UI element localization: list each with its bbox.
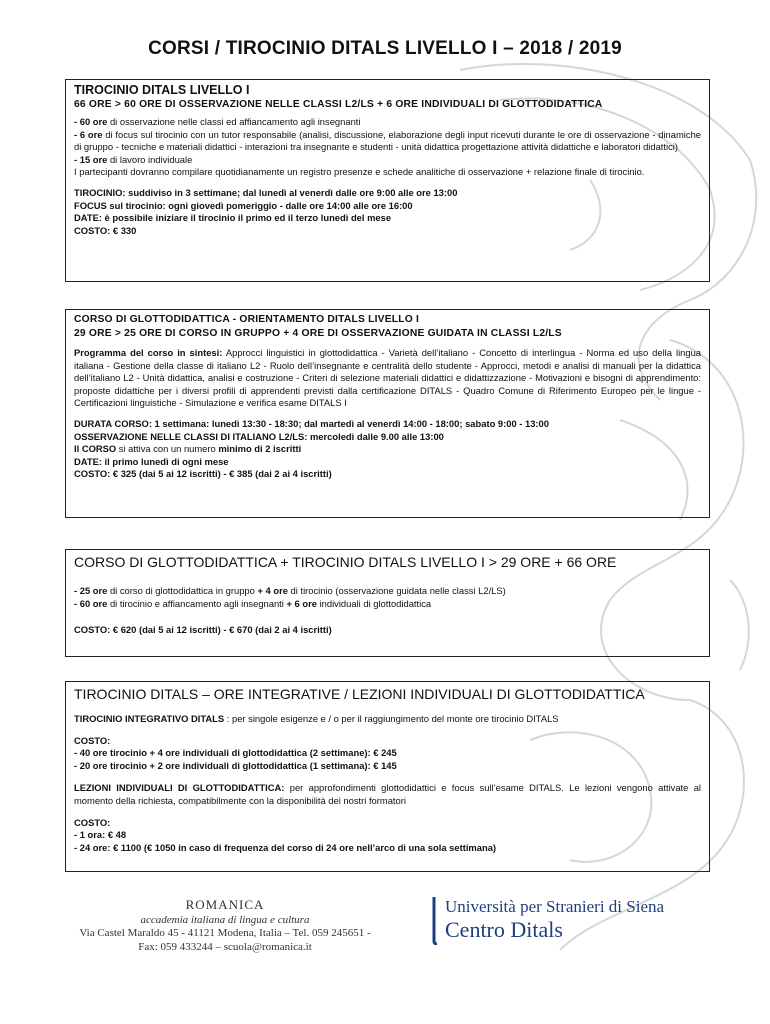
section-heading: TIROCINIO DITALS LIVELLO I — [74, 83, 250, 97]
detail-line: - 60 ore di tirocinio e affiancamento agli insegnanti + 6 ore individuali di glottodidattica — [74, 597, 432, 609]
school-name: ROMANICA — [185, 897, 265, 912]
schedule-line: FOCUS sul tirocinio: ogni giovedì pomeriggio - dalle ore 14:00 alle ore 16:00 — [74, 199, 413, 211]
program-paragraph: Programma del corso in sintesi: Approcci linguistici in glottodidattica - Varietà dell’italiano - Concetto di interlingua - Norma ed uso della lingua italiana - Gestione della classe di italiano L2 - Ruolo dell’insegnante e centralità dello studente - Approcci, metodi e analisi di manuali per la didattica dell’italiano L2 - Unità didattica, analisi e costruzione - Criteri di selezione materiali didattici e didattizzazione - Motivazioni e bisogni di apprendimento: proposte didattiche per i diversi profili di apprendenti previsti dalla certificazione DITALS - Quadro Comune di Riferimento Europeo per le lingue - Certificazioni linguistiche - Simulazione e verifica esame DITALS I — [74, 347, 702, 409]
logo-bracket-icon — [425, 897, 437, 945]
dates-line: DATE: è possibile iniziare il tirocinio il primo ed il terzo lunedì del mese — [74, 212, 392, 224]
address-line: Via Castel Maraldo 45 - 41121 Modena, Italia – Tel. 059 245651 - — [79, 927, 371, 939]
detail-line: I partecipanti dovranno compilare quotidianamente un registro presenze e schede analitiche di osservazione + relazione finale di tirocinio. — [74, 166, 645, 178]
tirocinio-section — [65, 79, 710, 282]
page-title: CORSI / TIROCINIO DITALS LIVELLO I – 2018 / 2019 — [148, 38, 622, 59]
schedule-line: DURATA CORSO: 1 settimana: lunedì 13:30 - 18:30; dal martedì al venerdì 14:00 - 18:00; sabato 9:00 - 13:00 — [74, 417, 549, 429]
dates-line: DATE: il primo lunedì di ogni mese — [74, 455, 229, 467]
schedule-line: OSSERVAZIONE NELLE CLASSI DI ITALIANO L2/LS: mercoledì dalle 9.00 alle 13:00 — [74, 430, 444, 442]
minimum-line: Il CORSO si attiva con un numero minimo di 2 iscritti — [74, 443, 302, 455]
integrative-line: TIROCINIO INTEGRATIVO DITALS : per singole esigenze e / o per il raggiungimento del monte ore tirocinio DITALS — [74, 713, 559, 724]
cost-line: COSTO: € 330 — [74, 224, 137, 236]
cost-line: - 40 ore tirocinio + 4 ore individuali di glottodidattica (2 settimane): € 245 — [74, 747, 397, 759]
cost-line: - 1 ora: € 48 — [74, 829, 127, 841]
section-heading: CORSO DI GLOTTODIDATTICA + TIROCINIO DITALS LIVELLO I > 29 ORE + 66 ORE — [74, 554, 617, 570]
cost-label: COSTO: — [74, 816, 111, 828]
section-subheading: 29 ORE > 25 ORE DI CORSO IN GRUPPO + 4 ORE DI OSSERVAZIONE GUIDATA IN CLASSI L2/LS — [74, 328, 562, 339]
cost-line: COSTO: € 620 (dai 5 ai 12 iscritti) - € 670 (dai 2 ai 4 iscritti) — [74, 624, 332, 636]
integrative-hours-section — [65, 681, 710, 872]
section-heading: CORSO DI GLOTTODIDATTICA - ORIENTAMENTO DITALS LIVELLO I — [74, 314, 420, 325]
section-heading: TIROCINIO DITALS – ORE INTEGRATIVE / LEZIONI INDIVIDUALI DI GLOTTODIDATTICA — [74, 686, 645, 702]
lessons-paragraph: LEZIONI INDIVIDUALI DI GLOTTODIDATTICA: per approfondimenti glottodidattici e focus sull’esame DITALS. Le lezioni vengono attivate al momento della richiesta, compatibilmente con la disponibilità dei nostri formatori — [74, 782, 701, 806]
cost-label: COSTO: — [74, 734, 111, 746]
schedule-line: TIROCINIO: suddiviso in 3 settimane; dal lunedì al venerdì dalle ore 9:00 alle ore 13:00 — [74, 186, 458, 198]
university-logo — [425, 893, 695, 953]
cost-line: - 20 ore tirocinio + 2 ore individuali di glottodidattica (1 settimana): € 145 — [74, 759, 397, 771]
cost-line: - 24 ore: € 1100 (€ 1050 in caso di frequenza del corso di 24 ore nell’arco di una sola settimana) — [74, 841, 497, 853]
school-subtitle: accademia italiana di lingua e cultura — [140, 913, 310, 926]
section-subheading: 66 ORE > 60 ORE DI OSSERVAZIONE NELLE CLASSI L2/LS + 6 ORE INDIVIDUALI DI GLOTTODIDATTICA — [74, 99, 603, 110]
combined-course-section — [65, 549, 710, 657]
fax-email-line: Fax: 059 433244 – scuola@romanica.it — [138, 940, 312, 953]
corso-glottodidattica-section — [65, 309, 710, 518]
logo-line1: Università per Stranieri di Siena — [445, 897, 665, 916]
logo-line2: Centro Ditals — [445, 917, 563, 942]
cost-line: COSTO: € 325 (dai 5 ai 12 iscritti) - € 385 (dai 2 ai 4 iscritti) — [74, 468, 332, 480]
detail-line: - 25 ore di corso di glottodidattica in gruppo + 4 ore di tirocinio (osservazione guidata nelle classi L2/LS) — [74, 585, 506, 596]
detail-line: - 15 ore di lavoro individuale — [74, 153, 193, 165]
footer-contact — [60, 898, 390, 954]
detail-line: - 6 ore di focus sul tirocinio con un tutor responsabile (analisi, discussione, elaborazione degli input ricevuti durante le ore di osservazione - dinamiche di gruppo - tecniche e materiali didattici - interazioni tra insegnante e studenti - unità didattica progettazione attività didattiche e laboratori didattici) — [74, 128, 701, 153]
detail-line: - 60 ore di osservazione nelle classi ed affiancamento agli insegnanti — [74, 116, 361, 127]
